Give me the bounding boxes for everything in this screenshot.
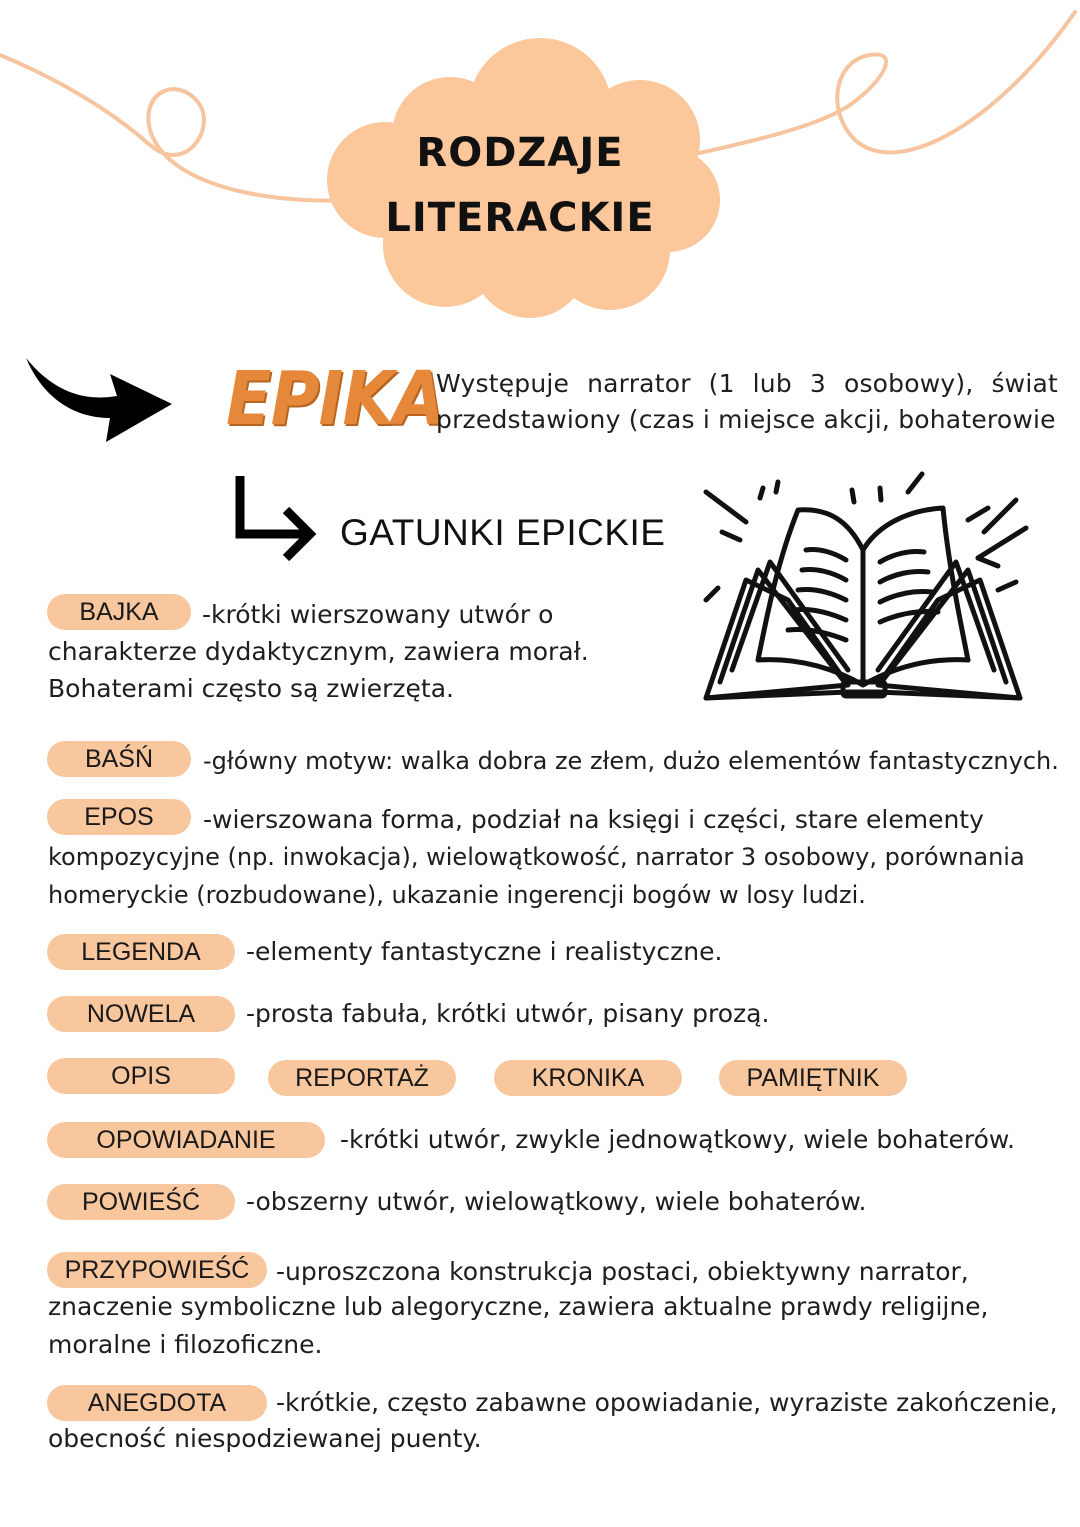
page-title-line2: LITERACKIE bbox=[385, 195, 655, 241]
page-title-line1: RODZAJE bbox=[416, 130, 624, 176]
genre-desc-nowela: -prosta fabuła, krótki utwór, pisany prozą. bbox=[246, 999, 770, 1028]
genre-pill-bajka: BAJKA bbox=[47, 594, 191, 630]
genre-desc-opowiadanie: -krótki utwór, zwykle jednowątkowy, wiele bohaterów. bbox=[340, 1125, 1015, 1154]
genre-pill-pamietnik: PAMIĘTNIK bbox=[719, 1060, 907, 1096]
squiggle-line-right bbox=[690, 12, 1075, 155]
genre-desc-epos-line1: -wierszowana forma, podział na księgi i części, stare elementy bbox=[203, 805, 984, 834]
curved-arrow-icon bbox=[22, 352, 177, 447]
subheading-gatunki: GATUNKI EPICKIE bbox=[340, 512, 666, 553]
genre-desc-anegdota-line1: -krótkie, często zabawne opowiadanie, wyraziste zakończenie, bbox=[276, 1388, 1058, 1417]
genre-desc-bajka: -krótki wierszowany utwór o charakterze dydaktycznym, zawiera morał. Bohaterami często są zwierzęta. bbox=[48, 600, 589, 703]
genre-pill-nowela: NOWELA bbox=[47, 996, 235, 1032]
genre-pill-legenda: LEGENDA bbox=[47, 934, 235, 970]
genre-pill-anegdota: ANEGDOTA bbox=[47, 1385, 267, 1421]
genre-desc-anegdota-rest: obecność niespodziewanej puenty. bbox=[48, 1424, 482, 1453]
genre-pill-basn: BAŚŃ bbox=[47, 741, 191, 777]
genre-pill-kronika: KRONIKA bbox=[494, 1060, 682, 1096]
squiggle-line-left bbox=[0, 55, 360, 201]
down-right-arrow-icon bbox=[228, 472, 323, 564]
cloud-shape bbox=[327, 38, 720, 318]
genre-desc-powiesc: -obszerny utwór, wielowątkowy, wiele bohaterów. bbox=[246, 1187, 867, 1216]
genre-pill-epos: EPOS bbox=[47, 799, 191, 835]
genre-desc-przypowiesc-line1: -uproszczona konstrukcja postaci, obiektywny narrator, bbox=[276, 1257, 969, 1286]
genre-pill-reportaz: REPORTAŻ bbox=[268, 1060, 456, 1096]
genre-desc-epos-rest: kompozycyjne (np. inwokacja), wielowątkowość, narrator 3 osobowy, porównania homeryckie (rozbudowane), ukazanie ingerencji bogów w losy ludzi. bbox=[48, 843, 1025, 909]
genre-pill-opis: OPIS bbox=[47, 1058, 235, 1094]
genre-desc-przypowiesc-rest: znaczenie symboliczne lub alegoryczne, zawiera aktualne prawdy religijne, moralne i filozoficzne. bbox=[48, 1292, 989, 1359]
genre-desc-legenda: -elementy fantastyczne i realistyczne. bbox=[246, 937, 723, 966]
genre-pill-przypowiesc: PRZYPOWIEŚĆ bbox=[47, 1252, 267, 1288]
genre-pill-opowiadanie: OPOWIADANIE bbox=[47, 1122, 325, 1158]
genre-desc-basn: -główny motyw: walka dobra ze złem, dużo elementów fantastycznych. bbox=[203, 747, 1059, 775]
genre-pill-powiesc: POWIEŚĆ bbox=[47, 1184, 235, 1220]
open-book-icon bbox=[698, 470, 1033, 710]
section-title-epika: EPIKA bbox=[226, 356, 444, 442]
epika-description: Występuje narrator (1 lub 3 osobowy), świat przedstawiony (czas i miejsce akcji, bohaterowie bbox=[436, 369, 1058, 434]
